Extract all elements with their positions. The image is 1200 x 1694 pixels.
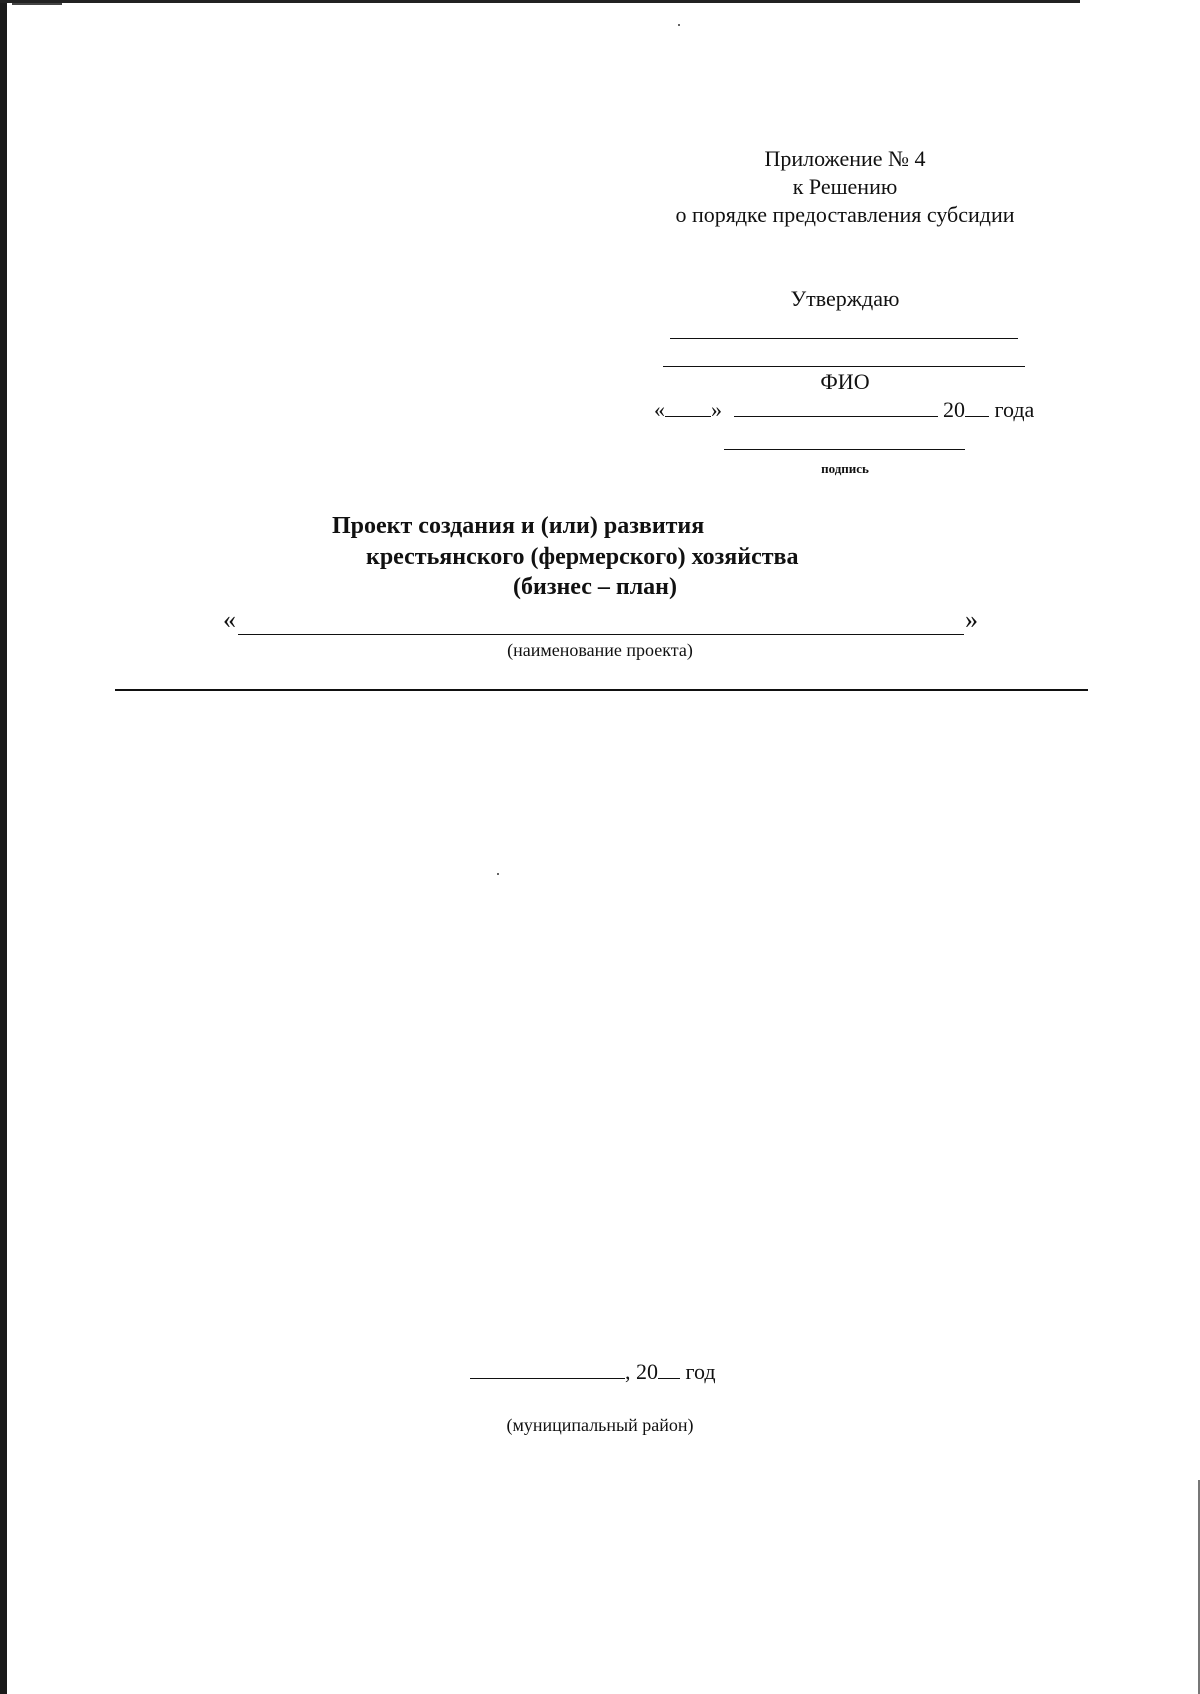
appendix-number: Приложение № 4 (764, 146, 926, 171)
month-blank (734, 398, 938, 417)
scan-speck (497, 873, 499, 875)
year-blank (965, 398, 989, 417)
fio-label: ФИО (820, 369, 870, 394)
approver-position-line (670, 338, 1018, 339)
day-blank (665, 398, 711, 417)
project-open-quote: « (223, 605, 236, 634)
footer-year-suffix: год (685, 1359, 716, 1384)
year-suffix: года (994, 397, 1035, 422)
approve-label: Утверждаю (790, 286, 900, 311)
scan-border-top (0, 0, 1080, 3)
footer-year-prefix: , 20 (625, 1359, 658, 1384)
project-name-caption: (наименование проекта) (507, 640, 693, 660)
signature-line (724, 449, 965, 450)
title-line-3: (бизнес – план) (513, 574, 678, 600)
year-prefix: 20 (943, 397, 965, 422)
approver-organization-line (663, 366, 1025, 367)
project-close-quote: » (965, 605, 978, 634)
title-line-1: Проект создания и (или) развития (332, 513, 705, 539)
district-caption: (муниципальный район) (506, 1415, 694, 1435)
approval-date-row (654, 397, 1054, 423)
scan-mark-top (12, 3, 62, 5)
appendix-reference: к Решению (792, 174, 898, 199)
date-close-quote: » (711, 397, 722, 422)
signature-caption: подпись (821, 461, 869, 476)
scan-speck (678, 24, 680, 26)
footer-year-blank (658, 1360, 680, 1379)
scan-border-left (0, 0, 7, 1694)
footer-year-row (470, 1359, 716, 1385)
date-open-quote: « (654, 397, 665, 422)
appendix-subject: о порядке предоставления субсидии (675, 202, 1015, 227)
project-name-line (238, 634, 964, 635)
district-blank (470, 1360, 625, 1379)
title-line-2: крестьянского (фермерского) хозяйства (366, 544, 799, 570)
separator-line (115, 689, 1088, 691)
